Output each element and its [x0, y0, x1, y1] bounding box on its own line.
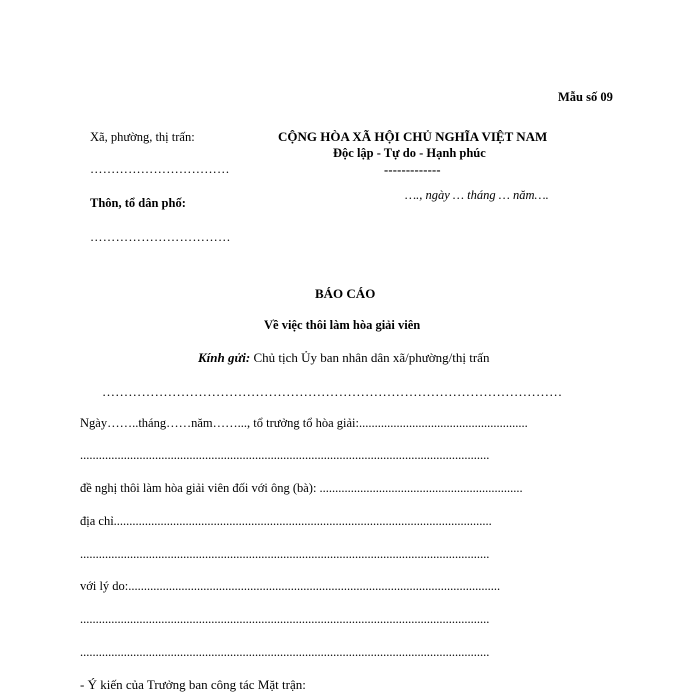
body-line-blank: ................................................................................................................................... [80, 645, 490, 659]
recipient-label: Kính gửi: [198, 350, 251, 365]
recipient-dots: …………………………………………………………………………………………… [102, 384, 563, 399]
national-motto: Độc lập - Tự do - Hạnh phúc [333, 146, 486, 160]
country-name: CỘNG HÒA XÃ HỘI CHỦ NGHĨA VIỆT NAM [278, 129, 548, 144]
recipient-text: Chủ tịch Ủy ban nhân dân xã/phường/thị trấn [253, 350, 490, 365]
body-line-blank: ................................................................................................................................... [80, 448, 490, 462]
commune-label: Xã, phường, thị trấn: [90, 130, 195, 144]
date-line: …., ngày … tháng … năm…. [405, 188, 549, 202]
header-divider: ------------- [384, 163, 441, 177]
recipient-line [198, 350, 489, 366]
body-line-reason: với lý do:....................................................................................................................... [80, 579, 501, 593]
commune-dots: …………………………… [90, 162, 230, 176]
body-line-blank: ................................................................................................................................... [80, 547, 490, 561]
hamlet-dots: …………………………… [90, 230, 231, 244]
document-title: BÁO CÁO [315, 286, 376, 301]
form-number: Mẫu số 09 [558, 90, 613, 104]
body-line-proposal: đề nghị thôi làm hòa giải viên đối với ông (bà): ................................................................. [80, 481, 523, 495]
body-line-address: địa chỉ......................................................................................................................... [80, 514, 492, 528]
hamlet-label: Thôn, tổ dân phố: [90, 196, 186, 210]
body-line-blank: ................................................................................................................................... [80, 612, 490, 626]
document-subtitle: Về việc thôi làm hòa giải viên [264, 318, 421, 332]
body-line-date: Ngày……..tháng……năm……..., tổ trưởng tổ hòa giải:...................................................... [80, 416, 528, 430]
front-opinion-label: - Ý kiến của Trưởng ban công tác Mặt trận: [80, 677, 306, 692]
